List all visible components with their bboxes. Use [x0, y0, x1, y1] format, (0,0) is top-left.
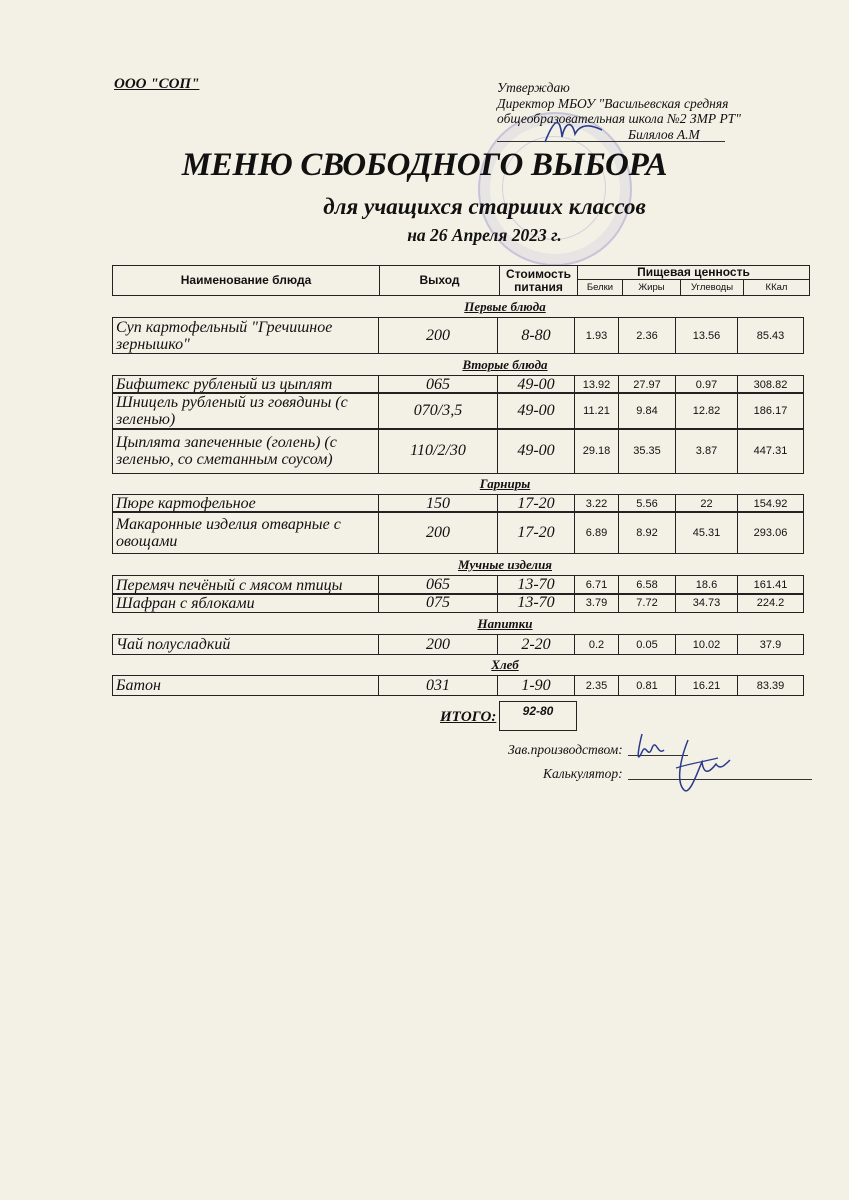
dish-carbs: 16.21 [675, 675, 738, 696]
dish-fat: 8.92 [618, 511, 676, 554]
menu-date: на 26 Апреля 2023 г. [407, 225, 562, 245]
dish-name: Шницель рубленый из говядины (с зеленью) [112, 392, 379, 430]
section-title: Хлеб [491, 657, 519, 672]
dish-kcal: 224.2 [737, 593, 804, 613]
dish-output: 065 [378, 375, 498, 394]
table-row [112, 634, 803, 654]
dish-kcal: 186.17 [737, 392, 804, 430]
section-title: Гарниры [479, 476, 531, 491]
dish-output: 110/2/30 [378, 428, 498, 474]
dish-name: Чай полусладкий [112, 634, 379, 655]
approval-line-2: Директор МБОУ "Васильевская средняя [497, 96, 729, 111]
dish-name: Цыплята запеченные (голень) (с зеленью, со сметанным соусом) [112, 428, 379, 474]
dish-price: 13-70 [497, 575, 575, 595]
header-fat: Жиры [622, 279, 681, 296]
dish-name: Бифштекс рубленый из цыплят [112, 375, 379, 394]
dish-carbs: 13.56 [675, 317, 738, 354]
dish-carbs: 12.82 [675, 392, 738, 430]
dish-price: 17-20 [497, 494, 575, 513]
dish-output: 200 [378, 511, 498, 554]
table-row [112, 575, 803, 594]
total-label: ИТОГО: [440, 709, 497, 725]
dish-output: 070/3,5 [378, 392, 498, 430]
header-carbs: Углеводы [680, 279, 744, 296]
dish-output: 075 [378, 593, 498, 613]
table-row [112, 593, 803, 612]
dish-protein: 13.92 [574, 375, 619, 394]
dish-carbs: 18.6 [675, 575, 738, 595]
table-row [112, 675, 803, 695]
dish-fat: 9.84 [618, 392, 676, 430]
dish-kcal: 154.92 [737, 494, 804, 513]
dish-price: 8-80 [497, 317, 575, 354]
dish-protein: 29.18 [574, 428, 619, 474]
dish-fat: 6.58 [618, 575, 676, 595]
dish-price: 49-00 [497, 428, 575, 474]
section-title: Мучные изделия [457, 557, 553, 572]
dish-price: 1-90 [497, 675, 575, 696]
dish-name: Батон [112, 675, 379, 696]
page-subtitle: для учащихся старших классов [323, 194, 646, 219]
section-title: Первые блюда [464, 299, 546, 314]
table-row [112, 392, 803, 429]
dish-price: 49-00 [497, 392, 575, 430]
approval-line-1: Утверждаю [497, 80, 570, 95]
dish-protein: 3.79 [574, 593, 619, 613]
dish-name: Перемяч печёный с мясом птицы [112, 575, 379, 595]
page-title: МЕНЮ СВОБОДНОГО ВЫБОРА [181, 147, 668, 183]
dish-protein: 3.22 [574, 494, 619, 513]
dish-kcal: 83.39 [737, 675, 804, 696]
director-signature-icon [540, 112, 610, 148]
dish-kcal: 293.06 [737, 511, 804, 554]
approval-line-3: общеобразовательная школа №2 ЗМР РТ" [497, 111, 741, 126]
table-row [112, 494, 803, 512]
section-title: Вторые блюда [462, 357, 548, 372]
header-price: Стоимость питания [499, 265, 578, 296]
header-kcal: ККал [743, 279, 810, 296]
dish-name: Шафран с яблоками [112, 593, 379, 613]
dish-protein: 1.93 [574, 317, 619, 354]
dish-fat: 2.36 [618, 317, 676, 354]
calculator-label: Калькулятор: [543, 766, 623, 781]
dish-kcal: 308.82 [737, 375, 804, 394]
total-value: 92-80 [499, 701, 577, 731]
dish-output: 150 [378, 494, 498, 513]
dish-kcal: 161.41 [737, 575, 804, 595]
signature-icon [628, 720, 738, 800]
table-row [112, 375, 803, 393]
dish-fat: 27.97 [618, 375, 676, 394]
dish-kcal: 85.43 [737, 317, 804, 354]
dish-fat: 5.56 [618, 494, 676, 513]
dish-carbs: 22 [675, 494, 738, 513]
dish-protein: 6.89 [574, 511, 619, 554]
dish-name: Суп картофельный "Гречишное зернышко" [112, 317, 379, 354]
table-row [112, 317, 803, 353]
header-protein: Белки [577, 279, 623, 296]
section-title: Напитки [477, 616, 533, 631]
dish-carbs: 10.02 [675, 634, 738, 655]
production-manager-label: Зав.производством: [508, 742, 623, 757]
dish-fat: 0.05 [618, 634, 676, 655]
dish-price: 17-20 [497, 511, 575, 554]
dish-fat: 7.72 [618, 593, 676, 613]
dish-carbs: 34.73 [675, 593, 738, 613]
dish-protein: 11.21 [574, 392, 619, 430]
approval-director-name: Билялов А.М [628, 127, 700, 142]
header-nutrition: Пищевая ценность [577, 265, 810, 280]
dish-price: 13-70 [497, 593, 575, 613]
dish-kcal: 447.31 [737, 428, 804, 474]
dish-output: 200 [378, 317, 498, 354]
dish-name: Пюре картофельное [112, 494, 379, 513]
header-output: Выход [379, 265, 500, 296]
dish-carbs: 45.31 [675, 511, 738, 554]
table-row [112, 428, 803, 473]
organization-name: ООО "СОП" [114, 76, 200, 92]
dish-carbs: 0.97 [675, 375, 738, 394]
dish-output: 065 [378, 575, 498, 595]
dish-price: 49-00 [497, 375, 575, 394]
dish-protein: 6.71 [574, 575, 619, 595]
dish-carbs: 3.87 [675, 428, 738, 474]
dish-price: 2-20 [497, 634, 575, 655]
dish-name: Макаронные изделия отварные с овощами [112, 511, 379, 554]
table-row [112, 511, 803, 553]
dish-kcal: 37.9 [737, 634, 804, 655]
dish-output: 031 [378, 675, 498, 696]
dish-protein: 2.35 [574, 675, 619, 696]
dish-fat: 35.35 [618, 428, 676, 474]
dish-protein: 0.2 [574, 634, 619, 655]
dish-fat: 0.81 [618, 675, 676, 696]
header-name: Наименование блюда [112, 265, 380, 296]
dish-output: 200 [378, 634, 498, 655]
